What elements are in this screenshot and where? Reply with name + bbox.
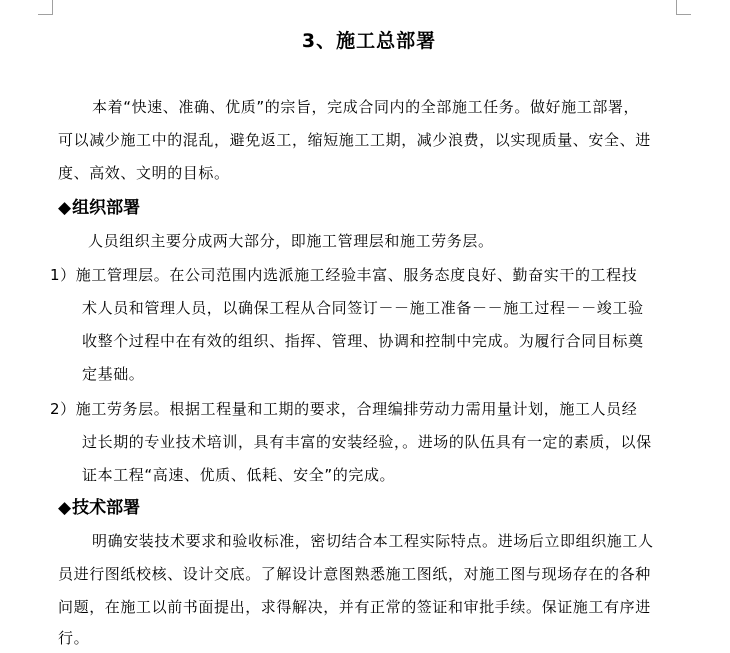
page-title: 3、施工总部署 [301, 30, 437, 52]
section-heading-organization [58, 193, 140, 218]
list-item-line: 过长期的专业技术培训，具有丰富的安装经验，。进场的队伍具有一定的素质，以保 [82, 433, 652, 451]
paragraph-line: 问题，在施工以前书面提出，求得解决，并有正常的签证和审批手续。保证施工有序进 [58, 598, 651, 616]
section-heading-label: 技术部署 [72, 498, 141, 518]
intro-line: 度、高效、文明的目标。 [58, 164, 230, 182]
list-item-line: 定基础。 [82, 365, 145, 383]
section-heading-label: 组织部署 [72, 198, 141, 218]
paragraph-line: 明确安装技术要求和验收标准，密切结合本工程实际特点。进场后立即组织施工人 [92, 532, 654, 550]
page-corner-mark-left [38, 0, 53, 15]
list-item-line: 1）施工管理层。在公司范围内选派施工经验丰富、服务态度良好、勤奋实干的工程技 [50, 266, 638, 284]
paragraph-line: 员进行图纸校核、设计交底。了解设计意图熟悉施工图纸，对施工图与现场存在的各种 [58, 565, 651, 583]
section-lead: 人员组织主要分成两大部分，即施工管理层和施工劳务层。 [88, 232, 494, 250]
diamond-bullet-icon: ◆ [58, 198, 72, 218]
intro-line: 本着“快速、准确、优质”的宗旨，完成合同内的全部施工任务。做好施工部署， [92, 98, 640, 116]
list-item-line: 收整个过程中在有效的组织、指挥、管理、协调和控制中完成。为履行合同目标奠 [82, 332, 644, 350]
section-heading-technical [58, 493, 140, 518]
list-item-line: 术人员和管理人员，以确保工程从合同签订－－施工准备－－施工过程－－竣工验 [82, 299, 644, 317]
diamond-bullet-icon: ◆ [58, 498, 72, 518]
list-item-line: 证本工程“高速、优质、低耗、安全”的完成。 [82, 466, 396, 484]
paragraph-line: 行。 [58, 629, 90, 647]
intro-line: 可以减少施工中的混乱，避免返工，缩短施工工期，减少浪费，以实现质量、安全、进 [58, 131, 651, 149]
list-item-line: 2）施工劳务层。根据工程量和工期的要求，合理编排劳动力需用量计划，施工人员经 [50, 400, 638, 418]
page-corner-mark-right [676, 0, 691, 15]
